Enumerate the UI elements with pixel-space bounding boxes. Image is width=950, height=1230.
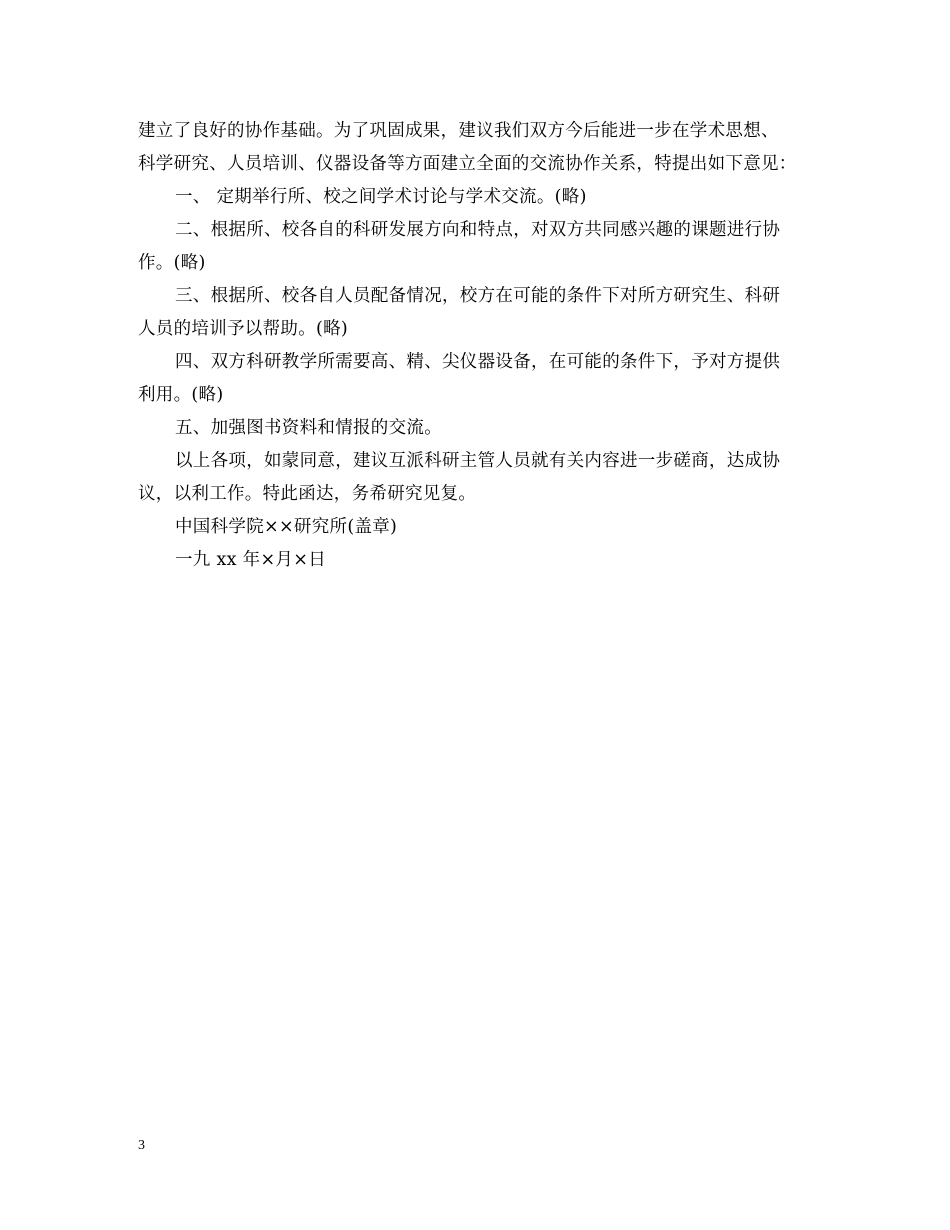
text-line: 议，以利工作。特此函达，务希研究见复。 [138, 484, 477, 504]
list-item-2: 二、根据所、校各自的科研发展方向和特点，对双方共同感兴趣的课题进行协 [175, 220, 781, 240]
list-item-1: 一、 定期举行所、校之间学术讨论与学术交流。(略) [175, 187, 587, 207]
text-line: 人员的培训予以帮助。(略) [138, 319, 349, 339]
list-item-5: 五、加强图书资料和情报的交流。 [175, 418, 442, 438]
page-number: 3 [138, 1138, 145, 1153]
text-line: 建立了良好的协作基础。为了巩固成果，建议我们双方今后能进一步在学术思想、 [138, 121, 779, 141]
text-line: 利用。(略) [138, 385, 224, 405]
signature-date: 一九 xx 年×月×日 [175, 550, 326, 570]
list-item-3: 三、根据所、校各自人员配备情况，校方在可能的条件下对所方研究生、科研 [175, 286, 781, 306]
text-line: 作。(略) [138, 253, 206, 273]
text-line: 科学研究、人员培训、仪器设备等方面建立全面的交流协作关系，特提出如下意见： [138, 154, 797, 174]
closing-paragraph: 以上各项，如蒙同意，建议互派科研主管人员就有关内容进一步磋商，达成协 [175, 451, 781, 471]
signature-organization: 中国科学院××研究所(盖章) [175, 517, 398, 537]
document-body [138, 115, 818, 577]
list-item-4: 四、双方科研教学所需要高、精、尖仪器设备，在可能的条件下，予对方提供 [175, 352, 781, 372]
